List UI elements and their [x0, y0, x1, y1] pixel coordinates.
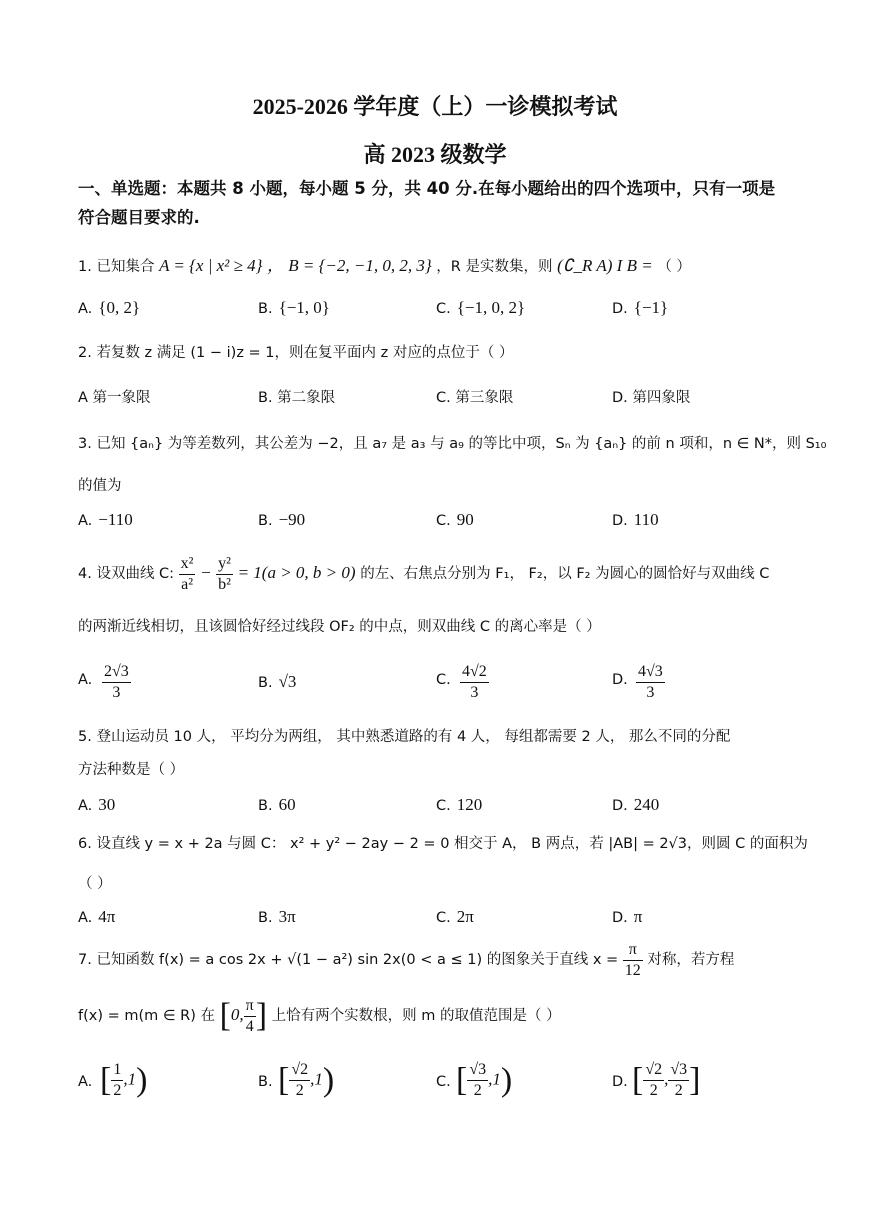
option-b[interactable]: B. 第二象限: [258, 390, 336, 406]
section-heading-line1: 一、单选题：本题共 8 小题，每小题 5 分，共 40 分.在每小题给出的四个选项中，只有一项是: [78, 179, 776, 198]
question-1-options: [78, 298, 778, 324]
option-a[interactable]: A. 30: [78, 795, 116, 814]
fraction: $\frac{\text{y²}}{\text{b²}}$: [218, 554, 231, 593]
question-3-stem-line1: 3. 已知 {aₙ} 为等差数列，其公差为 −2，且 a₇ 是 a₃ 与 a₉ 的等比中项，Sₙ 为 {aₙ} 的前 n 项和，n ∈ N*，则 S₁₀: [78, 436, 827, 452]
question-1-stem: 1. 已知集合 A = {x | x² ≥ 4} ， B = {−2, −1, 0, 2, 3} ，R 是实数集，则 (∁_R A) I B = （ ）: [78, 256, 691, 275]
option-a[interactable]: A. {0, 2}: [78, 298, 141, 317]
option-b[interactable]: B. √3: [258, 672, 297, 691]
fraction: $\frac{\text{x²}}{\text{a²}}$: [180, 554, 194, 593]
option-d[interactable]: D. 第四象限: [612, 390, 691, 406]
option-a[interactable]: A.: [78, 672, 93, 688]
option-c[interactable]: C. 2π: [436, 907, 474, 926]
exam-title: 2025-2026 学年度（上）一诊模拟考试: [252, 94, 618, 119]
option-a[interactable]: A 第一象限: [78, 390, 151, 406]
option-d[interactable]: D.: [612, 672, 628, 688]
option-b[interactable]: B. 60: [258, 795, 296, 814]
question-5-stem-line1: 5. 登山运动员 10 人， 平均分为两组， 其中熟悉道路的有 4 人， 每组都需要 2 人， 那么不同的分配: [78, 729, 731, 745]
option-b[interactable]: B. −90: [258, 510, 306, 529]
question-4-options: [78, 662, 778, 708]
question-3-stem-line2: 的值为: [78, 478, 122, 494]
question-2-stem: 2. 若复数 z 满足 (1 − i)z = 1，则在复平面内 z 对应的点位于（ ）: [78, 345, 514, 361]
option-a[interactable]: A.: [78, 1074, 93, 1090]
option-d-value: [ $\frac{√2}{2}$ , $\frac{√3}{2}$ ]: [632, 1061, 701, 1099]
question-4-stem-line1: 4. 设双曲线 C: $\frac{\text{x²}}{\text{a²}}$ − $\frac{\text{y²}}{\text{b²}}$ = 1(a > 0, b > 0) 的左、右焦点分别为 F₁， F₂，以 F₂ 为圆心的圆恰好与双曲线 C: [78, 554, 770, 593]
section-heading: [78, 174, 790, 232]
option-d[interactable]: D. {−1}: [612, 298, 669, 317]
question-4-stem-line2: 的两渐近线相切，且该圆恰好经过线段 OF₂ 的中点，则双曲线 C 的离心率是（ ）: [78, 619, 601, 635]
option-b[interactable]: B. {−1, 0}: [258, 298, 330, 317]
option-c[interactable]: C.: [436, 1074, 451, 1090]
fraction: $\frac{\pi}{12}$: [624, 940, 641, 979]
option-d[interactable]: D.: [612, 1074, 628, 1090]
question-7-stem-line1: 7. 已知函数 f(x) = a cos 2x + √(1 − a²) sin 2x(0 < a ≤ 1) 的图象关于直线 x = $\frac{\pi}{12}$ 对称，若方程: [78, 940, 735, 979]
option-c[interactable]: C. 90: [436, 510, 474, 529]
section-heading-line2: 符合题目要求的.: [78, 208, 200, 227]
option-d[interactable]: D. 240: [612, 795, 660, 814]
question-3-options: [78, 510, 778, 536]
option-c-value: $\frac{4√2}{3}$: [462, 663, 487, 701]
option-b[interactable]: B. 3π: [258, 907, 296, 926]
option-c[interactable]: C. {−1, 0, 2}: [436, 298, 526, 317]
option-d[interactable]: D. π: [612, 907, 643, 926]
option-c[interactable]: C. 第三象限: [436, 390, 514, 406]
question-7-options: [78, 1060, 778, 1112]
option-a[interactable]: A. −110: [78, 510, 133, 529]
question-5-stem-line2: 方法种数是（ ）: [78, 762, 185, 778]
option-c[interactable]: C.: [436, 672, 451, 688]
option-c[interactable]: C. 120: [436, 795, 483, 814]
option-a[interactable]: A. 4π: [78, 907, 116, 926]
question-6-stem-line2: （ ）: [78, 876, 112, 892]
option-d[interactable]: D. 110: [612, 510, 659, 529]
question-7-stem-line2: f(x) = m(m ∈ R) 在 [0, $\frac{\pi}{4}$ ] 上恰有两个实数根，则 m 的取值范围是（ ）: [78, 996, 561, 1035]
option-d-value: $\frac{4√3}{3}$: [638, 663, 663, 701]
option-b-value: [ $\frac{√2}{2}$ ,1): [278, 1061, 335, 1099]
option-b[interactable]: B.: [258, 1074, 273, 1090]
question-2-options: [78, 386, 778, 412]
fraction: $\frac{\pi}{4}$: [245, 996, 254, 1035]
option-a-value: [ $\frac{1}{2}$ ,1): [100, 1061, 148, 1099]
option-c-value: [ $\frac{√3}{2}$ ,1): [456, 1061, 513, 1099]
question-6-options: [78, 907, 778, 933]
option-a-value: $\frac{2√3}{3}$: [104, 663, 129, 701]
exam-subtitle: 高 2023 级数学: [363, 142, 507, 167]
question-5-options: [78, 795, 778, 821]
question-6-stem-line1: 6. 设直线 y = x + 2a 与圆 C： x² + y² − 2ay − 2 = 0 相交于 A， B 两点，若 |AB| = 2√3，则圆 C 的面积为: [78, 836, 808, 852]
